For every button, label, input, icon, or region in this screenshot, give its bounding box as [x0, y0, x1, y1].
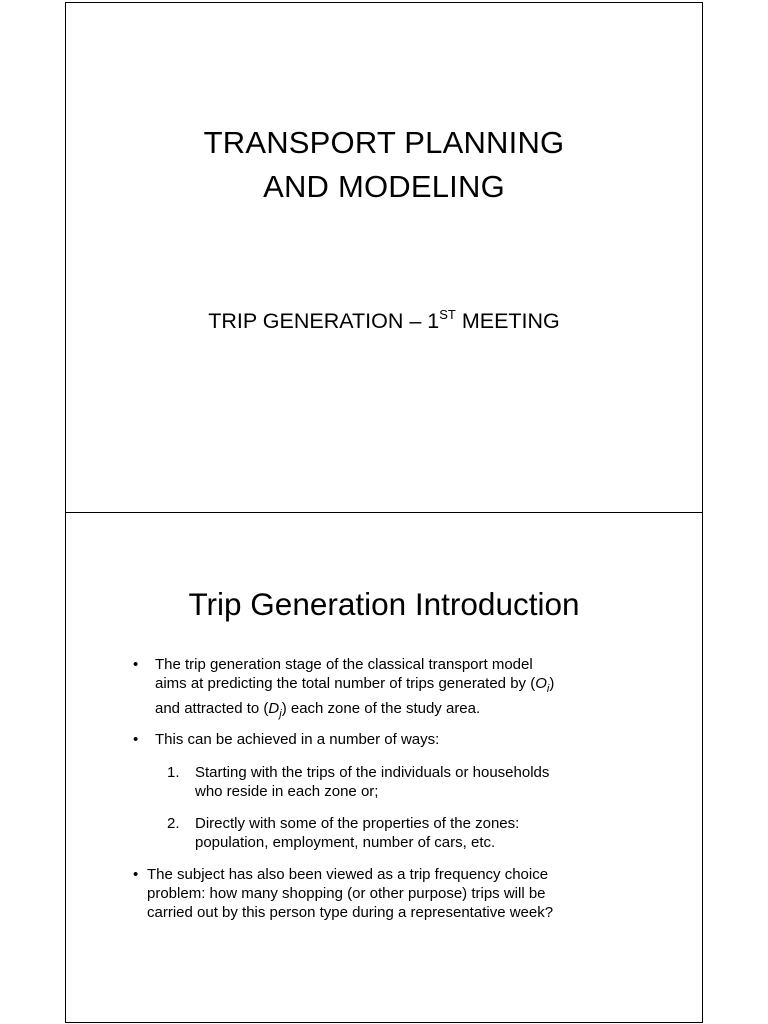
- item-line: Starting with the trips of the individuals or households: [195, 764, 550, 781]
- bullet-text: [147, 865, 687, 922]
- slide-2: [65, 512, 703, 1023]
- item-number: 2.: [167, 815, 180, 832]
- variable-letter: O: [535, 675, 547, 692]
- text-run: ) each zone of the study area.: [281, 700, 481, 717]
- bullet-line: This can be achieved in a number of ways:: [155, 731, 440, 748]
- text-run: aims at predicting the total number of trips generated by (: [155, 675, 536, 692]
- variable-origin: [535, 675, 550, 695]
- bullet-line: The trip generation stage of the classical transport model: [155, 656, 533, 673]
- variable-letter: D: [268, 700, 280, 717]
- slide-1-subtitle: [66, 306, 702, 336]
- bullet-mark: •: [133, 731, 139, 748]
- item-line: population, employment, number of cars, etc.: [195, 834, 496, 851]
- item-line: who reside in each zone or;: [195, 783, 379, 800]
- subtitle-text: TRIP GENERATION – 1: [208, 309, 440, 333]
- slide-2-title: Trip Generation Introduction: [188, 586, 580, 622]
- bullet-line: problem: how many shopping (or other purpose) trips will be: [147, 885, 546, 902]
- bullet-text: [155, 655, 675, 724]
- bullet-mark: •: [133, 656, 139, 673]
- item-text: [195, 763, 665, 801]
- item-number: 1.: [167, 764, 180, 781]
- variable-destination: [268, 700, 282, 720]
- bullet-line: [155, 674, 675, 699]
- text-run: and attracted to (: [155, 700, 269, 717]
- slide-1-title: [66, 121, 702, 209]
- variable-subscript: i: [546, 683, 550, 695]
- bullet-line: carried out by this person type during a representative week?: [147, 904, 554, 921]
- title-line-1: TRANSPORT PLANNING: [203, 125, 565, 160]
- item-line: Directly with some of the properties of the zones:: [195, 815, 520, 832]
- variable-subscript: j: [279, 708, 282, 720]
- subtitle-text-end: MEETING: [455, 309, 560, 333]
- text-run: ): [549, 675, 555, 692]
- bullet-line: The subject has also been viewed as a trip frequency choice: [147, 866, 549, 883]
- item-text: [195, 814, 665, 852]
- bullet-text: [155, 730, 675, 749]
- bullet-line: [155, 699, 675, 724]
- subtitle-superscript: ST: [439, 307, 456, 322]
- slide-1: [65, 2, 703, 513]
- title-line-2: AND MODELING: [263, 169, 505, 204]
- bullet-mark: •: [133, 866, 139, 883]
